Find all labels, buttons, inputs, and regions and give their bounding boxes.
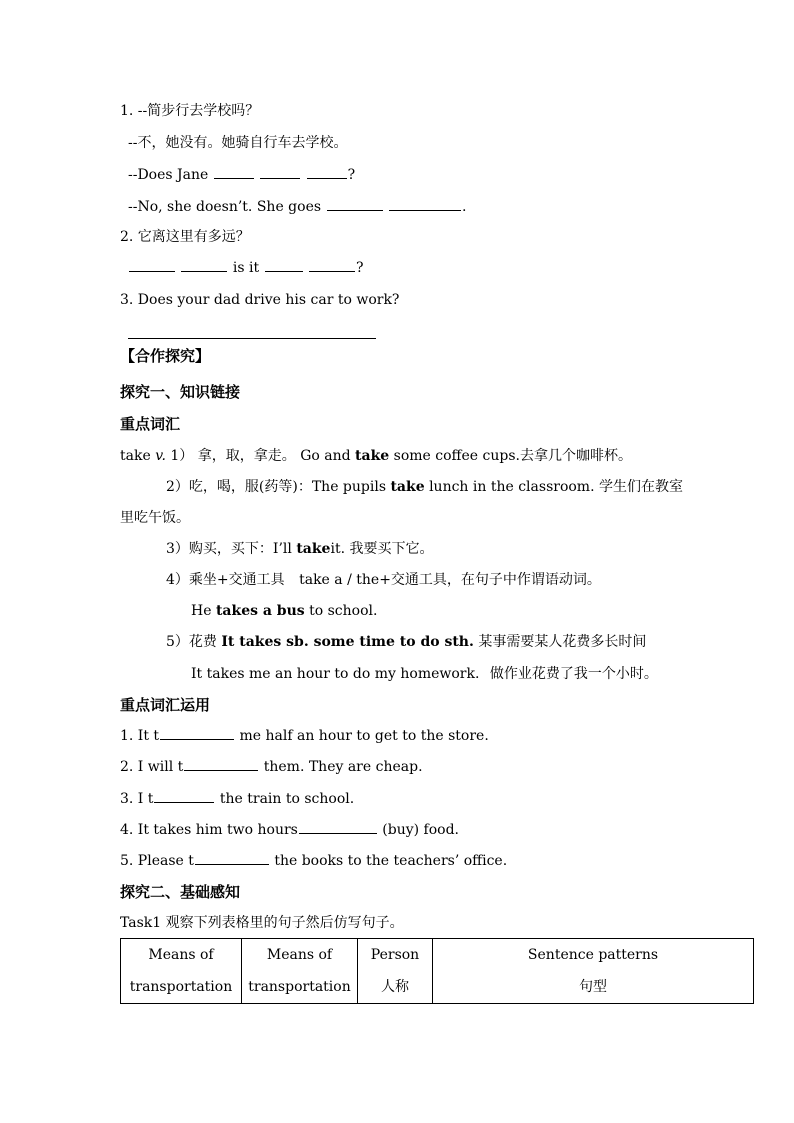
blank[interactable] — [129, 258, 175, 272]
example-post: to school. — [309, 603, 378, 619]
take-pattern: take a / the — [299, 572, 380, 588]
example-pre: He — [191, 603, 212, 619]
take-meaning-4 — [166, 570, 601, 590]
blank[interactable] — [160, 726, 234, 740]
blank[interactable] — [307, 165, 347, 179]
example-cn: 做作业花费了我一个小时。 — [489, 666, 658, 682]
example-bold: It takes sb. some time to do sth. — [221, 634, 474, 650]
example-en: It takes me an hour to do my homework. — [191, 666, 480, 682]
take-example-4 — [191, 601, 377, 621]
example-pre: Go and — [300, 448, 351, 464]
question-1-en — [128, 165, 355, 185]
period: . — [461, 199, 467, 215]
example-bold: takes a bus — [215, 603, 305, 619]
meaning-number: 4）乘坐+交通工具 — [166, 572, 285, 588]
example-post: some coffee cups. — [393, 448, 520, 464]
blank[interactable] — [265, 258, 303, 272]
meaning-number: 1） — [170, 448, 194, 464]
exercise-pre: 3. I t — [120, 791, 154, 807]
take-meaning-2 — [166, 477, 683, 497]
table-header-cell — [358, 939, 433, 1004]
exercise-2 — [120, 757, 423, 777]
example-cn: 我要买下它。 — [349, 541, 434, 557]
exercise-post: me half an hour to get to the store. — [239, 728, 489, 744]
question-2-cn: 2. 它离这里有多远？ — [120, 229, 250, 245]
example-cn: 去拿几个咖啡杯。 — [519, 448, 632, 464]
example-post: it. — [330, 541, 346, 557]
example-cn: 学生们在教室 — [598, 479, 683, 495]
blank[interactable] — [214, 165, 254, 179]
header-line: transportation — [129, 979, 233, 995]
table-header-cell — [121, 939, 242, 1004]
header-line: transportation — [248, 979, 351, 995]
answer-line[interactable] — [128, 338, 376, 339]
task-1: Task1 观察下列表格里的句子然后仿写句子。 — [120, 915, 404, 931]
take-meaning-2-cont: 里吃午饭。 — [120, 510, 190, 526]
take-example-5 — [191, 664, 658, 684]
example-bold: take — [296, 541, 331, 557]
blank[interactable] — [184, 757, 258, 771]
blank[interactable] — [154, 789, 214, 803]
exercise-1 — [120, 726, 489, 746]
part-of-speech: v. — [155, 448, 166, 464]
question-2-mid: is it — [232, 260, 260, 276]
table-header-cell — [242, 939, 358, 1004]
take-meaning-5 — [166, 632, 646, 652]
example-bold: take — [355, 448, 390, 464]
table-header-cell — [433, 939, 754, 1004]
answer-1-cn: --不，她没有。她骑自行车去学校。 — [128, 135, 348, 151]
exercise-5 — [120, 851, 507, 871]
section-explore-1: 探究一、知识链接 — [120, 383, 241, 401]
header-line: Person — [370, 947, 420, 963]
section-coop: 【合作探究】 — [120, 347, 211, 365]
exercise-post: the train to school. — [219, 791, 355, 807]
take-meaning-1 — [120, 446, 632, 466]
example-post: lunch in the classroom. — [429, 479, 595, 495]
example-pre: I’ll — [272, 541, 292, 557]
section-vocab: 重点词汇 — [120, 415, 181, 433]
question-1-en-text: --Does Jane — [128, 167, 209, 183]
header-line: Means of — [148, 947, 214, 963]
question-1-cn: 1. --简步行去学校吗？ — [120, 103, 260, 119]
table-row — [121, 939, 754, 1004]
section-vocab-use: 重点词汇运用 — [120, 696, 211, 714]
blank[interactable] — [327, 197, 383, 211]
blank[interactable] — [181, 258, 227, 272]
blank[interactable] — [260, 165, 300, 179]
blank[interactable] — [389, 197, 461, 211]
exercise-post: them. They are cheap. — [263, 759, 423, 775]
exercise-post: (buy) food. — [382, 822, 460, 838]
question-2-en — [128, 258, 364, 278]
meaning-number: 3）购买，买下： — [166, 541, 273, 557]
header-line: 人称 — [381, 979, 409, 995]
section-explore-2: 探究二、基础感知 — [120, 883, 241, 901]
question-mark: ? — [356, 260, 364, 276]
headword: take — [120, 448, 151, 464]
blank[interactable] — [299, 820, 377, 834]
question-3: 3. Does your dad drive his car to work? — [120, 292, 400, 308]
meaning-cn: 拿，取，拿走。 — [197, 448, 296, 464]
exercise-3 — [120, 789, 354, 809]
blank[interactable] — [309, 258, 355, 272]
meaning-number: 5）花费 — [166, 634, 217, 650]
header-line: 句型 — [579, 979, 607, 995]
meaning-cn: +交通工具，在句子中作谓语动词。 — [379, 572, 601, 588]
transportation-table — [120, 938, 754, 1004]
header-line: Means of — [266, 947, 333, 963]
exercise-pre: 1. It t — [120, 728, 160, 744]
answer-1-en — [128, 197, 466, 217]
example-bold: take — [390, 479, 425, 495]
question-mark: ? — [347, 167, 356, 183]
exercise-pre: 2. I will t — [120, 759, 184, 775]
example-pre: The pupils — [311, 479, 387, 495]
take-meaning-3 — [166, 539, 433, 559]
exercise-post: the books to the teachers’ office. — [274, 853, 508, 869]
exercise-pre: 4. It takes him two hours — [120, 822, 298, 838]
header-line: Sentence patterns — [527, 947, 659, 963]
meaning-number: 2）吃，喝，服(药等)： — [166, 479, 312, 495]
blank[interactable] — [195, 851, 269, 865]
exercise-pre: 5. Please t — [120, 853, 194, 869]
exercise-4 — [120, 820, 459, 840]
answer-1-en-text: --No, she doesn’t. She goes — [128, 199, 322, 215]
meaning-cn: 某事需要某人花费多长时间 — [478, 634, 647, 650]
